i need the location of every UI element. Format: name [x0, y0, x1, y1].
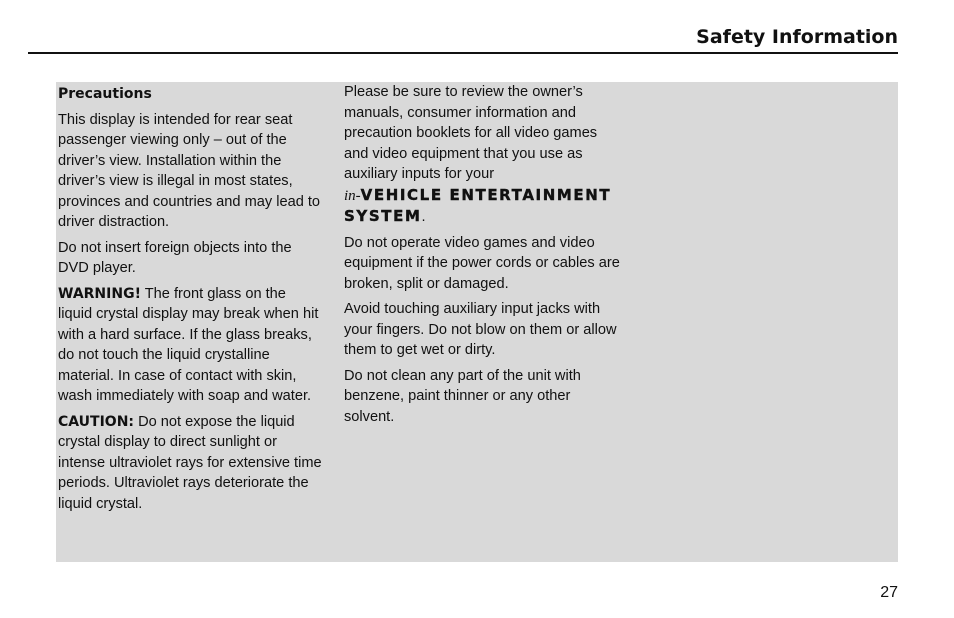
right-column: [344, 82, 620, 432]
paragraph-warning: [58, 284, 324, 407]
header-divider: [28, 52, 898, 54]
system-prefix: in-: [344, 187, 361, 204]
system-name: VEHICLE ENTERTAINMENT SYSTEM: [344, 185, 612, 225]
paragraph-input-jacks: Avoid touching auxiliary input jacks with your fingers. Do not blow on them or allow them to get wet or dirty.: [344, 301, 617, 358]
warning-label: WARNING!: [58, 285, 141, 302]
precautions-panel: [56, 82, 898, 562]
paragraph-caution: [58, 412, 324, 515]
left-column: [58, 82, 324, 519]
precautions-heading: [58, 84, 324, 105]
review-text: Please be sure to review the owner’s manuals, consumer information and precaution booklets for all video games and video equipment that you use as auxiliary inputs for your: [344, 84, 598, 182]
paragraph-rear-seat: This display is intended for rear seat passenger viewing only – out of the driver’s view. Installation within the driver’s view is illegal in most states, provinces and countries and may lead to driver distraction.: [58, 111, 321, 230]
heading-text: Precautions: [58, 86, 152, 102]
paragraph-review-manuals: [344, 82, 620, 228]
caution-label: CAUTION:: [58, 413, 135, 430]
caution-text: Do not expose the liquid crystal display to direct sunlight or intense ultraviolet rays for extensive time periods. Ultraviolet rays deteriorate the liquid crystal.: [58, 413, 322, 512]
paragraph-foreign-objects: Do not insert foreign objects into the DVD player.: [58, 239, 292, 276]
system-suffix: .: [421, 209, 426, 225]
warning-text: The front glass on the liquid crystal display may break when hit with a hard surface. If the glass breaks, do not touch the liquid crystalline material. In case of contact with skin, wash immediately with soap and water.: [58, 285, 319, 404]
paragraph-cords: Do not operate video games and video equipment if the power cords or cables are broken, split or damaged.: [344, 234, 620, 292]
page-number: 27: [880, 584, 898, 601]
paragraph-cleaning: Do not clean any part of the unit with benzene, paint thinner or any other solvent.: [344, 367, 581, 425]
section-title: Safety Information: [696, 26, 898, 48]
